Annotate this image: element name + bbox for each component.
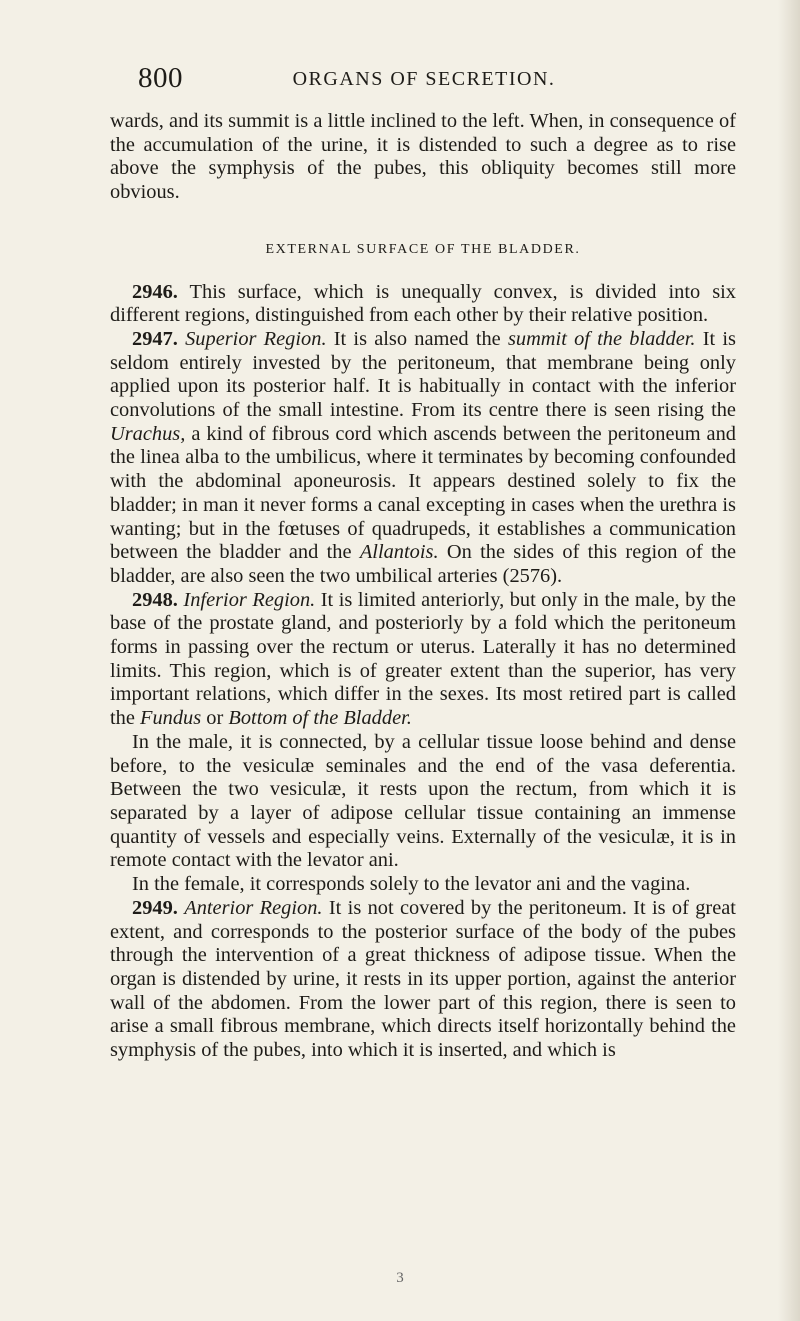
paragraph-text: It is not covered by the peritoneum. It is of great extent, and corresponds to the posterior surface of the body of the pubes through the intervention of a great thickness of adipose tissue. When the organ is distended by urine, it rests in its upper portion, against the anterior wall of the abdomen. From the lower part of this region, there is seen to arise a small fibrous membrane, which directs itself horizontally behind the symphysis of the pubes, into which it is inserted, and which is (110, 896, 736, 1062)
section-heading: EXTERNAL SURFACE OF THE BLADDER. (265, 241, 581, 257)
italic-term: Fundus (140, 707, 202, 730)
paragraph-female: In the female, it corresponds solely to the levator ani and the vagina. (132, 873, 691, 896)
paragraph-text: This surface, which is unequally convex, is divided into six different regions, distinguished from each other by their relative position. (110, 280, 736, 327)
region-title: Anterior Region. (184, 896, 323, 919)
paragraph-text: It is also named the (326, 327, 508, 350)
italic-term: summit of the bladder. (507, 327, 696, 350)
signature-mark: 3 (396, 1270, 404, 1286)
intro-paragraph: wards, and its summit is a little inclined to the left. When, in consequence of the accumulation of the urine, it is distended to such a degree as to rise above the symphysis of the pubes, this obliquity becomes still more obvious. (110, 110, 736, 204)
region-title: Superior Region. (185, 327, 327, 350)
page-header (110, 62, 738, 98)
paragraph-number: 2946. (132, 280, 178, 303)
paragraph-number: 2948. (132, 588, 178, 611)
body-text (110, 110, 736, 1063)
italic-term: Urachus, (110, 422, 186, 445)
paragraph-text: It is limited anteriorly, but only in the male, by the base of the prostate gland, and posteriorly by a fold which the peritoneum forms in passing over the rectum or uterus. Laterally it has no determined limits. This region, which is of greater extent than the superior, has very important relations, which differ in the sexes. Its most retired part is called the (110, 588, 736, 730)
paragraph-text: a kind of fibrous cord which ascends between the peritoneum and the linea alba to the umbilicus, where it terminates by becoming confounded with the abdominal aponeurosis. It appears destined solely to fix the bladder; in man it never forms a canal excepting in cases when the urethra is wanting; but in the fœtuses of quadrupeds, it establishes a communication between the bladder and the (110, 422, 736, 564)
region-title: Inferior Region. (183, 588, 316, 611)
page-number: 800 (138, 62, 183, 94)
paragraph-2947 (110, 328, 736, 589)
paragraph-number: 2949. (132, 896, 178, 919)
paragraph-male: In the male, it is connected, by a cellular tissue loose behind and dense before, to the vesiculæ seminales and the end of the vasa deferentia. Between the two vesiculæ, it rests upon the rectum, from which it is separated by a layer of adipose cellular tissue containing an immense quantity of vessels and especially veins. Externally of the vesiculæ, it is in remote contact with the levator ani. (110, 730, 736, 872)
italic-term: Allantois. (359, 541, 439, 564)
paragraph-text: It is seldom entirely invested by the peritoneum, that membrane being only applied upon its posterior half. It is habitually in contact with the inferior convolutions of the small intestine. From its centre there is seen rising the (110, 327, 736, 422)
italic-term: Bottom of the Bladder. (228, 707, 412, 730)
paragraph-number: 2947. (132, 327, 178, 350)
paragraph-2946 (110, 281, 736, 328)
paragraph-2949 (110, 897, 736, 1063)
paragraph-2948 (110, 589, 736, 731)
running-title: ORGANS OF SECRETION. (292, 68, 556, 90)
page-edge-shadow (778, 0, 800, 1321)
paragraph-text: On the sides of this region of the bladder, are also seen the two umbilical arteries (2576). (110, 541, 736, 587)
paragraph-text: or (201, 707, 229, 730)
